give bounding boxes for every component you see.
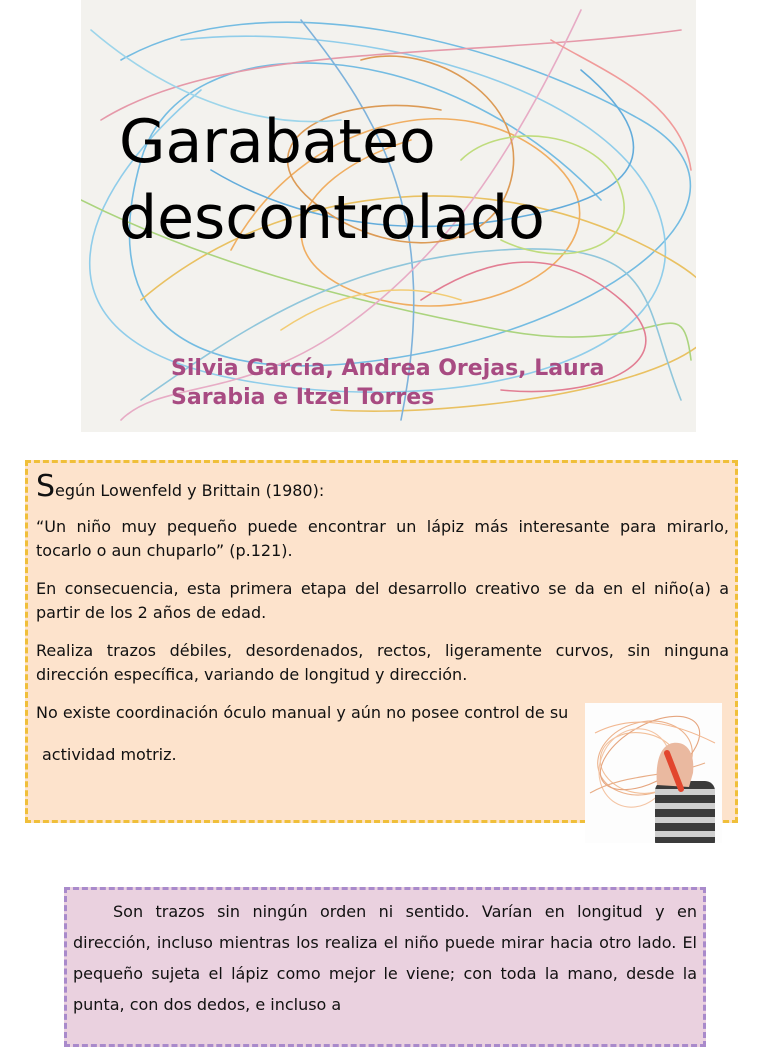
intro-initial: S bbox=[36, 469, 56, 504]
description-paragraph: Son trazos sin ningún orden ni sentido. Varían en longitud y en dirección, incluso mientras los realiza el niño puede mirar hacia otro lado. El pequeño sujeta el lápiz como mejor le viene; con toda la mano, desde la punta, con dos dedos, e incluso a bbox=[73, 902, 697, 1014]
slide-title bbox=[119, 104, 696, 256]
title-slide bbox=[81, 0, 696, 432]
coordination-paragraph: No existe coordinación óculo manual y aún no posee control de su bbox=[36, 703, 569, 722]
slide-title-line-2: descontrolado bbox=[119, 183, 545, 253]
strokes-paragraph: Realiza trazos débiles, desordenados, rectos, ligeramente curvos, sin ninguna dirección específica, variando de longitud y dirección. bbox=[36, 641, 729, 684]
intro-text: egún Lowenfeld y Brittain (1980): bbox=[55, 481, 325, 500]
description-box bbox=[64, 887, 706, 1047]
child-drawing-photo bbox=[585, 703, 722, 843]
consequence-paragraph: En consecuencia, esta primera etapa del desarrollo creativo se da en el niño(a) a partir de los 2 años de edad. bbox=[36, 579, 729, 622]
quote-paragraph: “Un niño muy pequeño puede encontrar un lápiz más interesante para mirarlo, tocarlo o aun chuparlo” (p.121). bbox=[36, 517, 729, 560]
slide-title-line-1: Garabateo bbox=[119, 107, 436, 177]
authors-line-1: Silvia García, Andrea Orejas, Laura bbox=[171, 356, 605, 381]
intro-line bbox=[36, 467, 729, 511]
authors-line-2: Sarabia e Itzel Torres bbox=[171, 385, 435, 410]
motor-paragraph: actividad motriz. bbox=[42, 745, 177, 764]
slide-authors bbox=[171, 354, 696, 412]
child-hand-drawing-image bbox=[585, 703, 722, 843]
